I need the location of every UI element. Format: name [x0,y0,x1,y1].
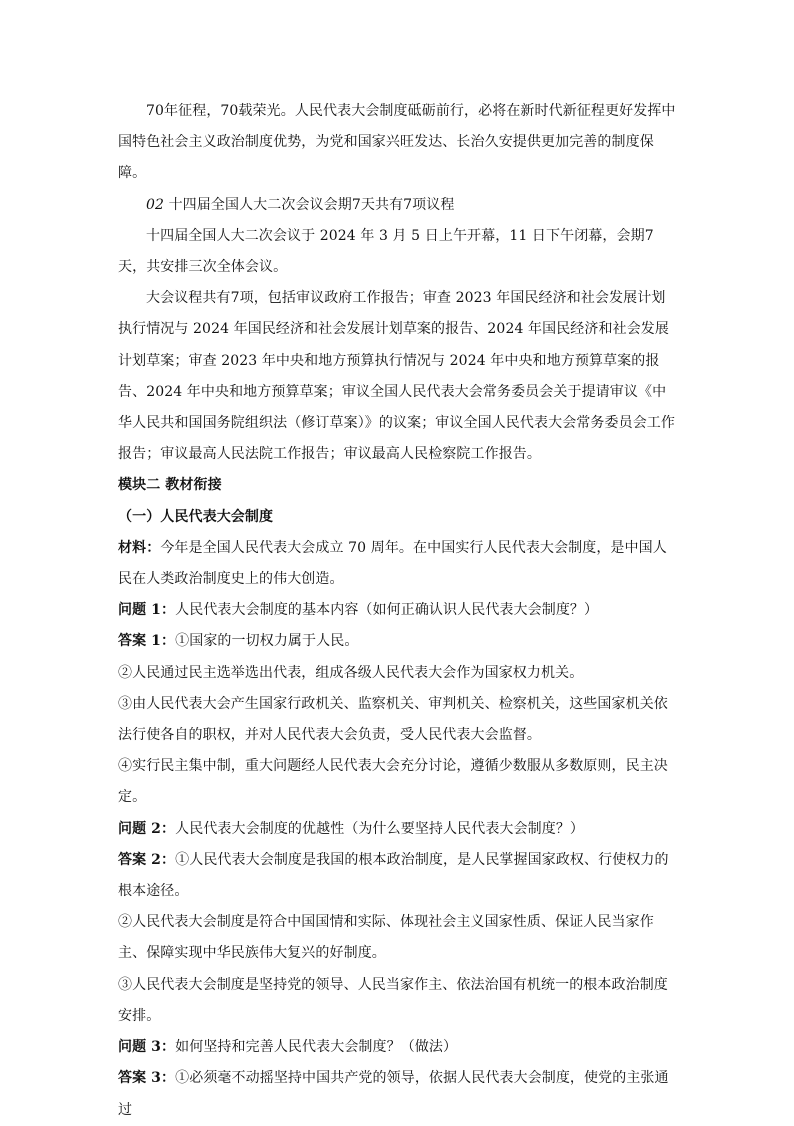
paragraph-agenda: 大会议程共有7项，包括审议政府工作报告；审查 2023 年国民经济和社会发展计划执行情况与 2024 年国民经济和社会发展计划草案的报告、2024 年国民经济和社会发展计划草案；审查 2023 年中央和地方预算执行情况与 2024 年中央和地方预算草案的报告、2024 年中央和地方预算草案；审议全国人民代表大会常务委员会关于提请审议《中华人民共和国国务院组织法（修订草案）》的议案；审议全国人民代表大会常务委员会工作报告；审议最高人民法院工作报告；审议最高人民检察院工作报告。 [118,290,675,463]
answer-2-item [118,845,678,907]
question-2 [118,814,678,845]
question-2-text: 人民代表大会制度的优越性（为什么要坚持人民代表大会制度？） [175,820,585,837]
answer-2-label: 答案 2： [118,851,176,868]
question-2-label: 问题 2： [118,820,176,837]
answer-2-item: ②人民代表大会制度是符合中国国情和实际、体现社会主义国家性质、保证人民当家作主、保障实现中华民族伟大复兴的好制度。 [118,914,654,962]
answer-3-text: ①必须毫不动摇坚持中国共产党的领导，依据人民代表大会制度，使党的主张通过 [118,1070,669,1118]
paragraph-session-dates: 十四届全国人大二次会议于 2024 年 3 月 5 日上午开幕，11 日下午闭幕，会期7天，共安排三次全体会议。 [118,227,654,276]
section-02-title: 十四届全国人大二次会议会期7天共有7项议程 [164,196,455,213]
question-1 [118,595,678,626]
paragraph-70-years: 70年征程，70载荣光。人民代表大会制度砥砺前行，必将在新时代新征程更好发挥中国特色社会主义政治制度优势，为党和国家兴旺发达、长治久安提供更加完善的制度保障。 [118,103,676,182]
module2-heading: 模块二 教材衔接 [118,477,222,494]
material-label: 材料： [118,539,161,556]
question-3-text: 如何坚持和完善人民代表大会制度？（做法） [175,1039,458,1056]
question-3-label: 问题 3： [118,1039,176,1056]
answer-1-item: ④实行民主集中制，重大问题经人民代表大会充分讨论，遵循少数服从多数原则，民主决定。 [118,758,668,806]
section-02-heading [118,190,678,221]
question-3 [118,1032,678,1063]
answer-1-item: ③由人民代表大会产生国家行政机关、监察机关、审判机关、检察机关，这些国家机关依法行使各自的职权，并对人民代表大会负责，受人民代表大会监督。 [118,695,668,744]
answer-3-item [118,1063,678,1125]
answer-1-label: 答案 1： [118,633,176,650]
material-text: 今年是全国人民代表大会成立 70 周年。在中国实行人民代表大会制度，是中国人民在人类政治制度史上的伟大创造。 [118,539,667,588]
answer-2-text: ①人民代表大会制度是我国的根本政治制度，是人民掌握国家政权、行使权力的根本途径。 [118,851,669,900]
section-02-number: 02 [146,196,165,213]
question-1-label: 问题 1： [118,602,176,619]
answer-2-item: ③人民代表大会制度是坚持党的领导、人民当家作主、依法治国有机统一的根本政治制度安排。 [118,976,668,1024]
section1-heading: （一）人民代表大会制度 [118,508,274,525]
answer-3-label: 答案 3： [118,1070,176,1087]
answer-1-item [118,626,678,657]
document-body [118,96,678,1126]
answer-1-item: ②人民通过民主选举选出代表，组成各级人民代表大会作为国家权力机关。 [118,664,584,681]
question-1-text: 人民代表大会制度的基本内容（如何正确认识人民代表大会制度？） [175,602,599,619]
answer-1-text: ①国家的一切权力属于人民。 [175,633,359,650]
material-paragraph [118,533,678,595]
